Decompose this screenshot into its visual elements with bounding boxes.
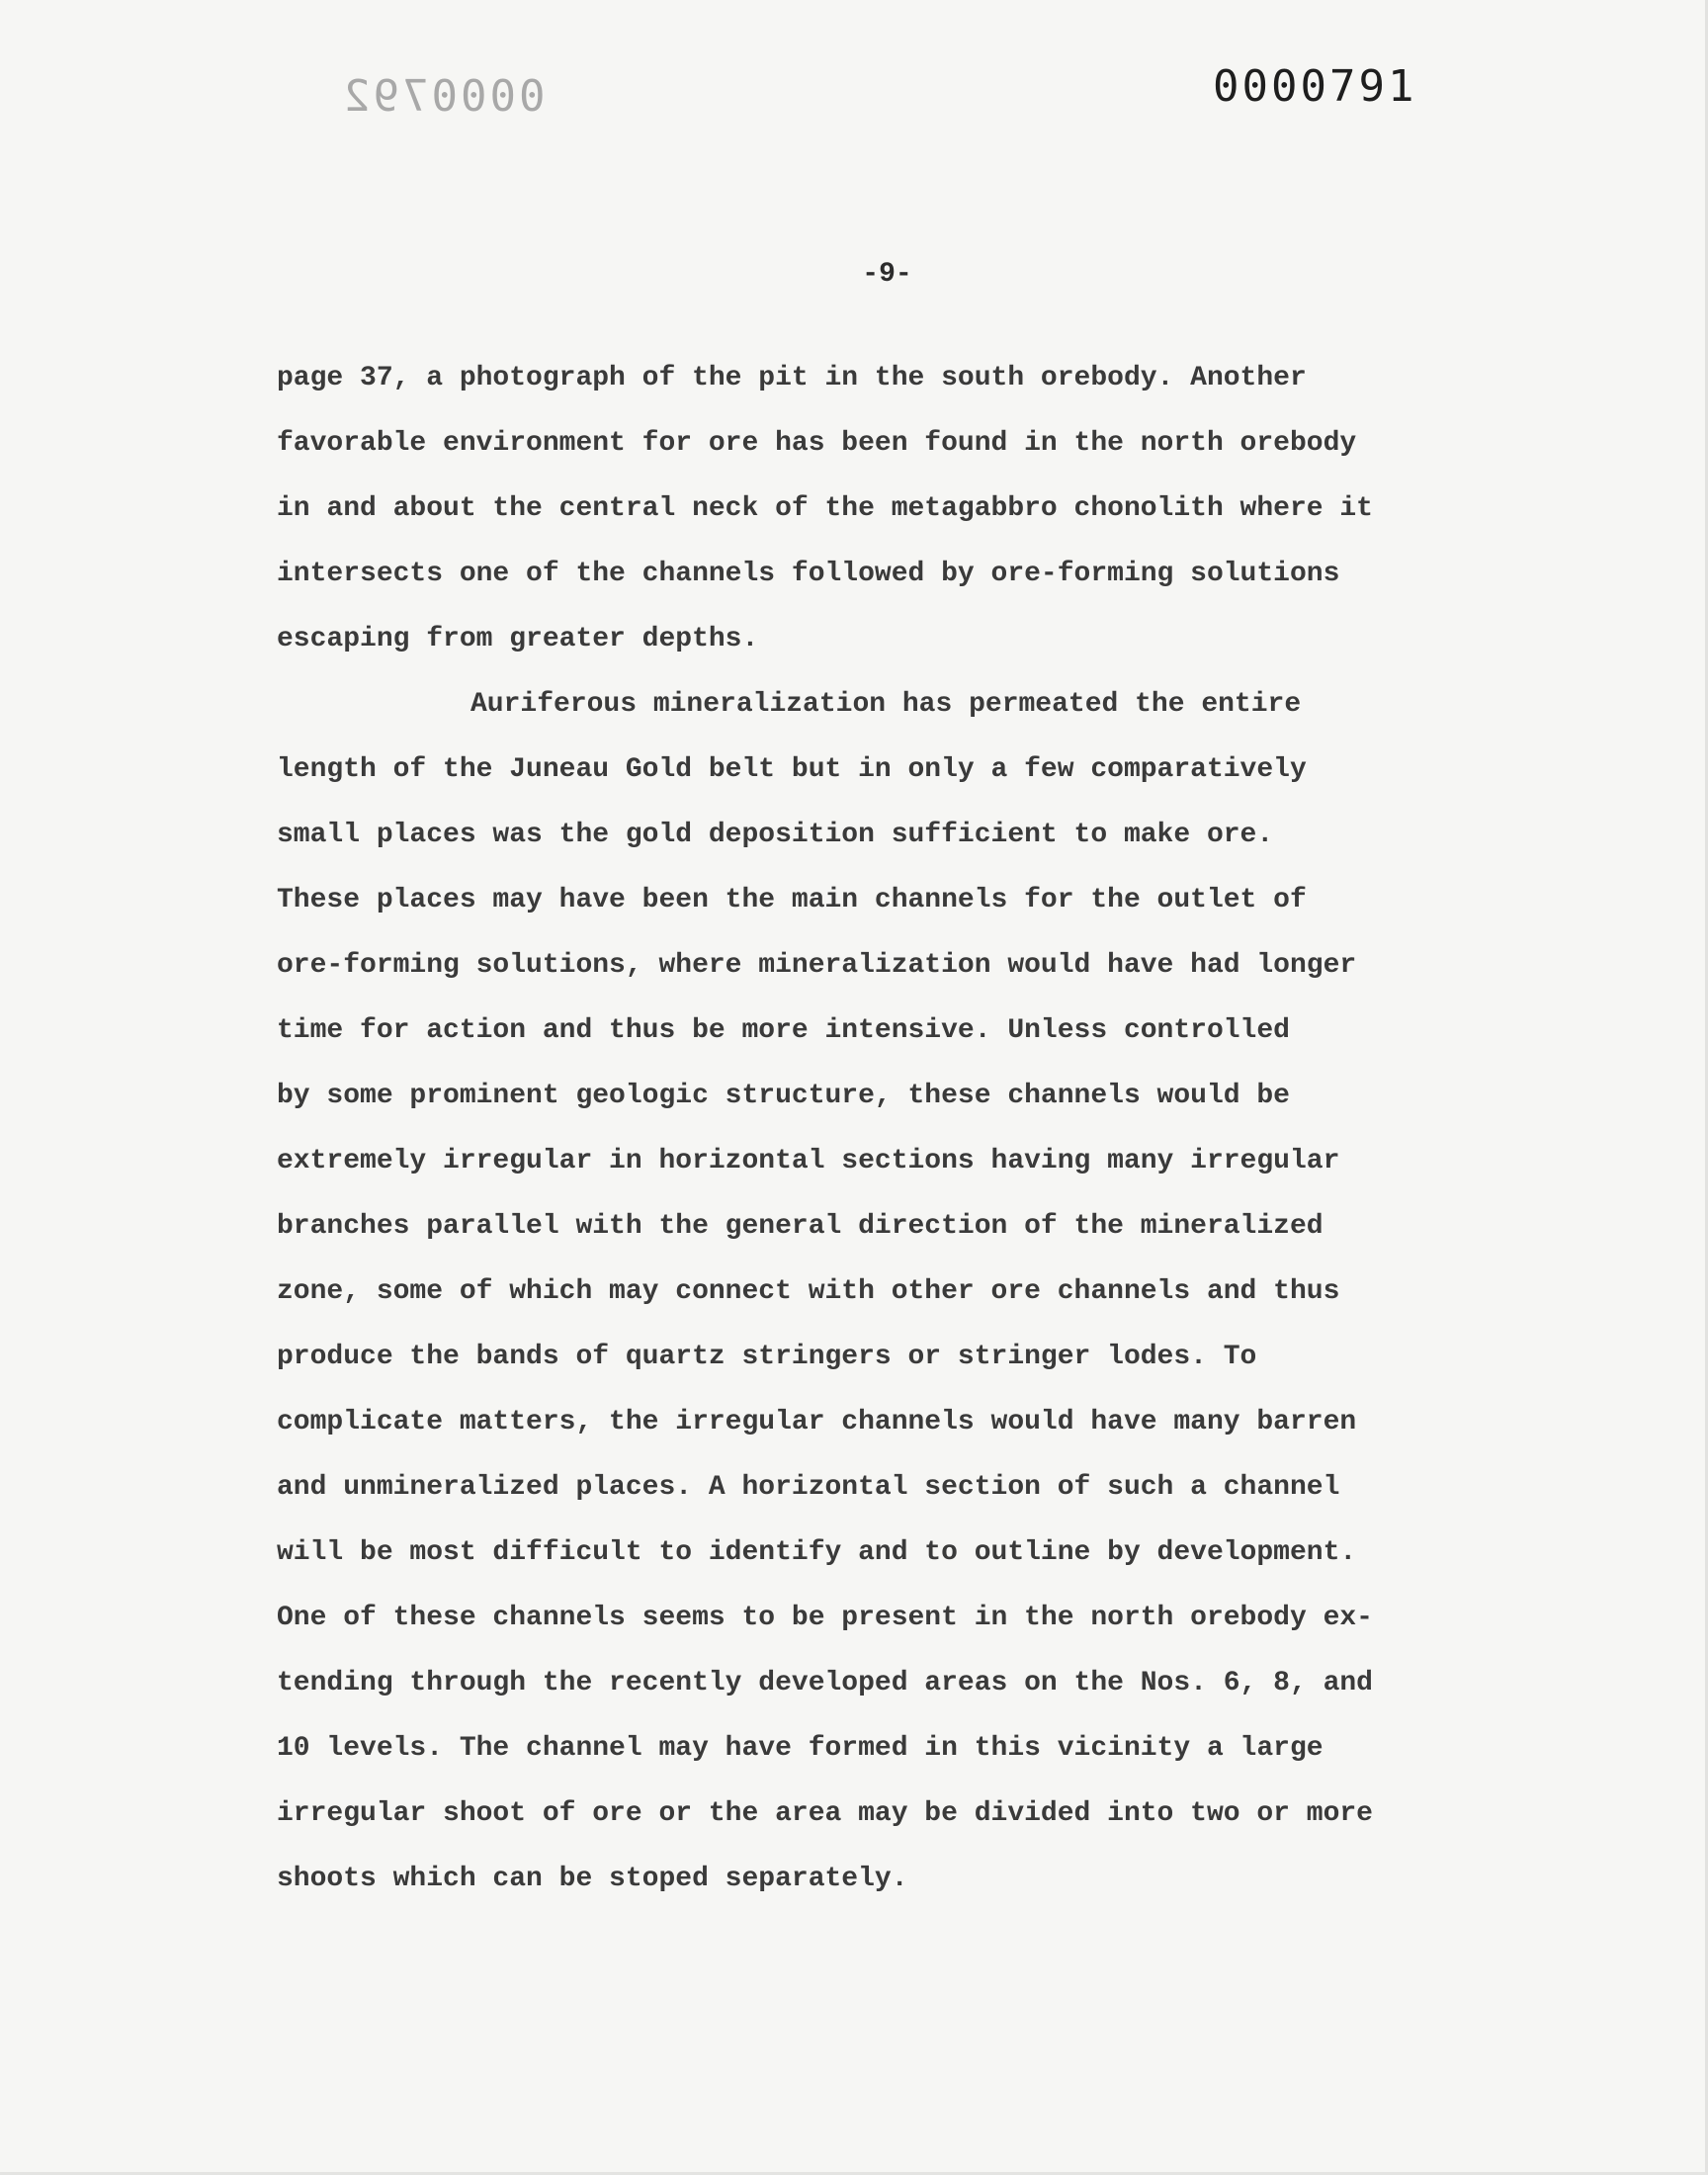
text-line: in and about the central neck of the metagabbro chonolith where it: [277, 493, 1373, 524]
page-number: -9-: [862, 259, 912, 290]
page-stamp-number: 0000791: [1213, 61, 1417, 112]
text-line: and unmineralized places. A horizontal section of such a channel: [277, 1472, 1340, 1503]
text-line: favorable environment for ore has been found in the north orebody: [277, 428, 1357, 459]
text-line: zone, some of which may connect with other ore channels and thus: [277, 1276, 1340, 1307]
body-text: [277, 346, 1601, 1912]
text-line: length of the Juneau Gold belt but in only a few comparatively: [277, 754, 1307, 785]
text-line: irregular shoot of ore or the area may be divided into two or more: [277, 1798, 1373, 1829]
text-line: These places may have been the main channels for the outlet of: [277, 885, 1307, 915]
text-line: shoots which can be stoped separately.: [277, 1864, 908, 1894]
text-line: escaping from greater depths.: [277, 624, 759, 654]
text-line: produce the bands of quartz stringers or stringer lodes. To: [277, 1342, 1257, 1372]
text-line: intersects one of the channels followed by ore-forming solutions: [277, 559, 1340, 589]
text-line: tending through the recently developed areas on the Nos. 6, 8, and: [277, 1668, 1373, 1698]
text-line: by some prominent geologic structure, these channels would be: [277, 1081, 1290, 1111]
text-line: branches parallel with the general direction of the mineralized: [277, 1211, 1324, 1242]
text-line: 10 levels. The channel may have formed in this vicinity a large: [277, 1733, 1324, 1764]
text-line: small places was the gold deposition sufficient to make ore.: [277, 820, 1274, 850]
text-line: page 37, a photograph of the pit in the south orebody. Another: [277, 363, 1307, 393]
text-line: extremely irregular in horizontal sections having many irregular: [277, 1146, 1340, 1176]
mirrored-page-stamp: 0000792: [341, 71, 546, 122]
paragraph-start-line: Auriferous mineralization has permeated the entire: [470, 689, 1302, 720]
text-line: will be most difficult to identify and to outline by development.: [277, 1537, 1357, 1568]
text-line: time for action and thus be more intensive. Unless controlled: [277, 1015, 1290, 1046]
text-line: ore-forming solutions, where mineralization would have had longer: [277, 950, 1357, 981]
text-line: complicate matters, the irregular channels would have many barren: [277, 1407, 1357, 1437]
text-line: One of these channels seems to be present in the north orebody ex-: [277, 1603, 1373, 1633]
